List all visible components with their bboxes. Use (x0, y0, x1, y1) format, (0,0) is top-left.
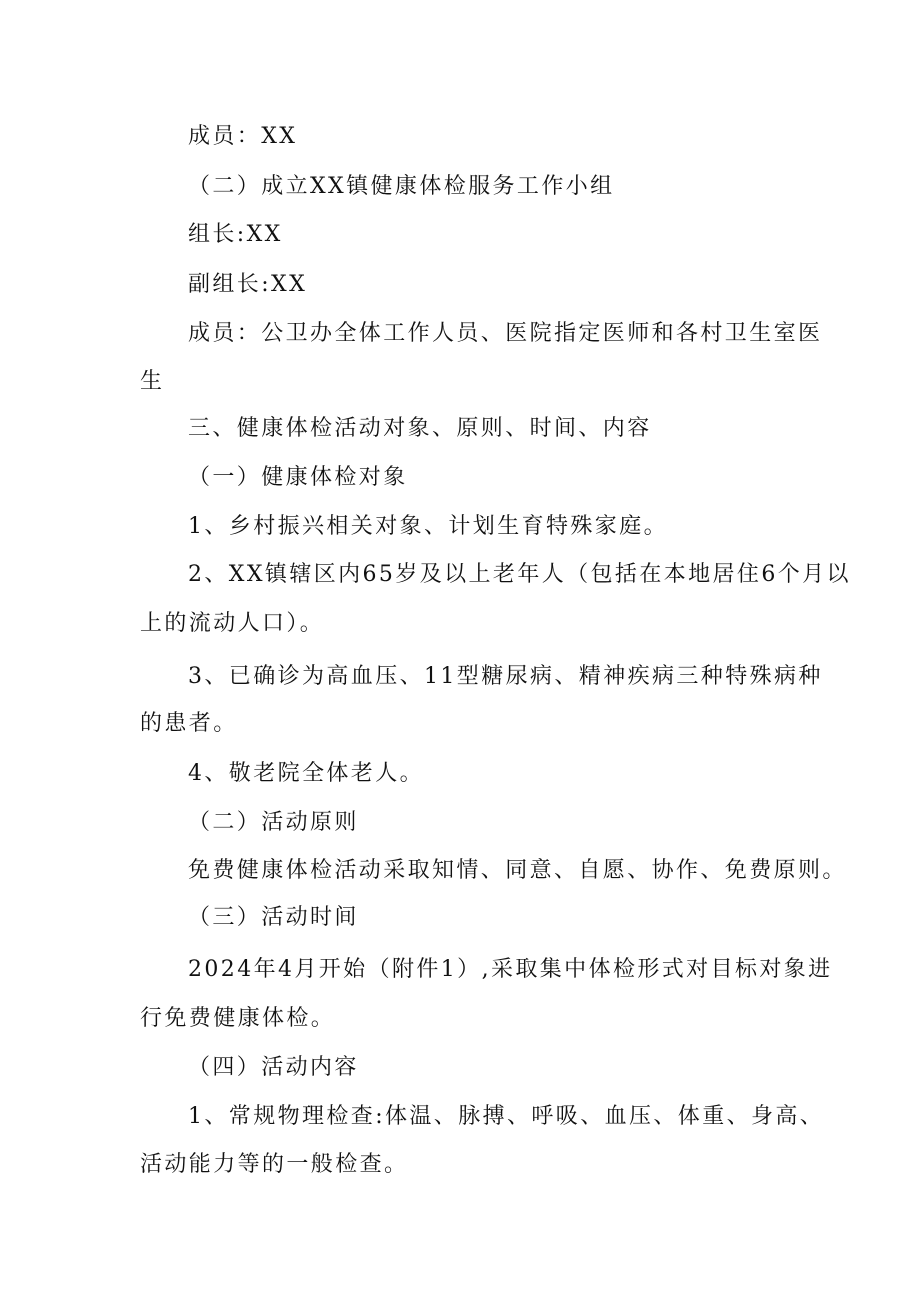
list-item-2: 2、XX镇辖区内65岁及以上老年人（包括在本地居住6个月以 (188, 562, 851, 587)
section-heading-working-group: （二）成立XX镇健康体检服务工作小组 (188, 174, 615, 199)
list-item-2-cont: 上的流动人口）。 (140, 611, 325, 636)
text-line-time-cont: 行免费健康体检。 (140, 1006, 336, 1031)
text-line-members-2: 成员：公卫办全体工作人员、医院指定医师和各村卫生室医 (188, 321, 823, 346)
list-item-4: 4、敬老院全体老人。 (188, 761, 424, 786)
text-line-principles: 免费健康体检活动采取知情、同意、自愿、协作、免费原则。 (188, 858, 847, 883)
subheading-time: （三）活动时间 (188, 905, 359, 930)
list-item-1: 1、乡村振兴相关对象、计划生育特殊家庭。 (188, 514, 668, 539)
subheading-content: （四）活动内容 (188, 1055, 359, 1080)
subheading-targets: （一）健康体检对象 (188, 465, 408, 490)
text-line-group-leader: 组长:XX (188, 222, 283, 247)
list-item-exam-1-cont: 活动能力等的一般检查。 (140, 1152, 409, 1177)
section-heading-three: 三、健康体检活动对象、原则、时间、内容 (188, 416, 652, 441)
text-line-members-1: 成员：XX (188, 124, 298, 149)
text-line-members-2-cont: 生 (140, 369, 165, 394)
list-item-3-cont: 的患者。 (140, 711, 238, 736)
list-item-3: 3、已确诊为高血压、11型糖尿病、精神疾病三种特殊病种 (188, 664, 823, 689)
subheading-principles: （二）活动原则 (188, 810, 359, 835)
text-line-time: 2024年4月开始（附件1）,采取集中体检形式对目标对象进 (188, 957, 833, 982)
list-item-exam-1: 1、常规物理检查:体温、脉搏、呼吸、血压、体重、身高、 (188, 1104, 825, 1129)
text-line-deputy-leader: 副组长:XX (188, 272, 308, 297)
